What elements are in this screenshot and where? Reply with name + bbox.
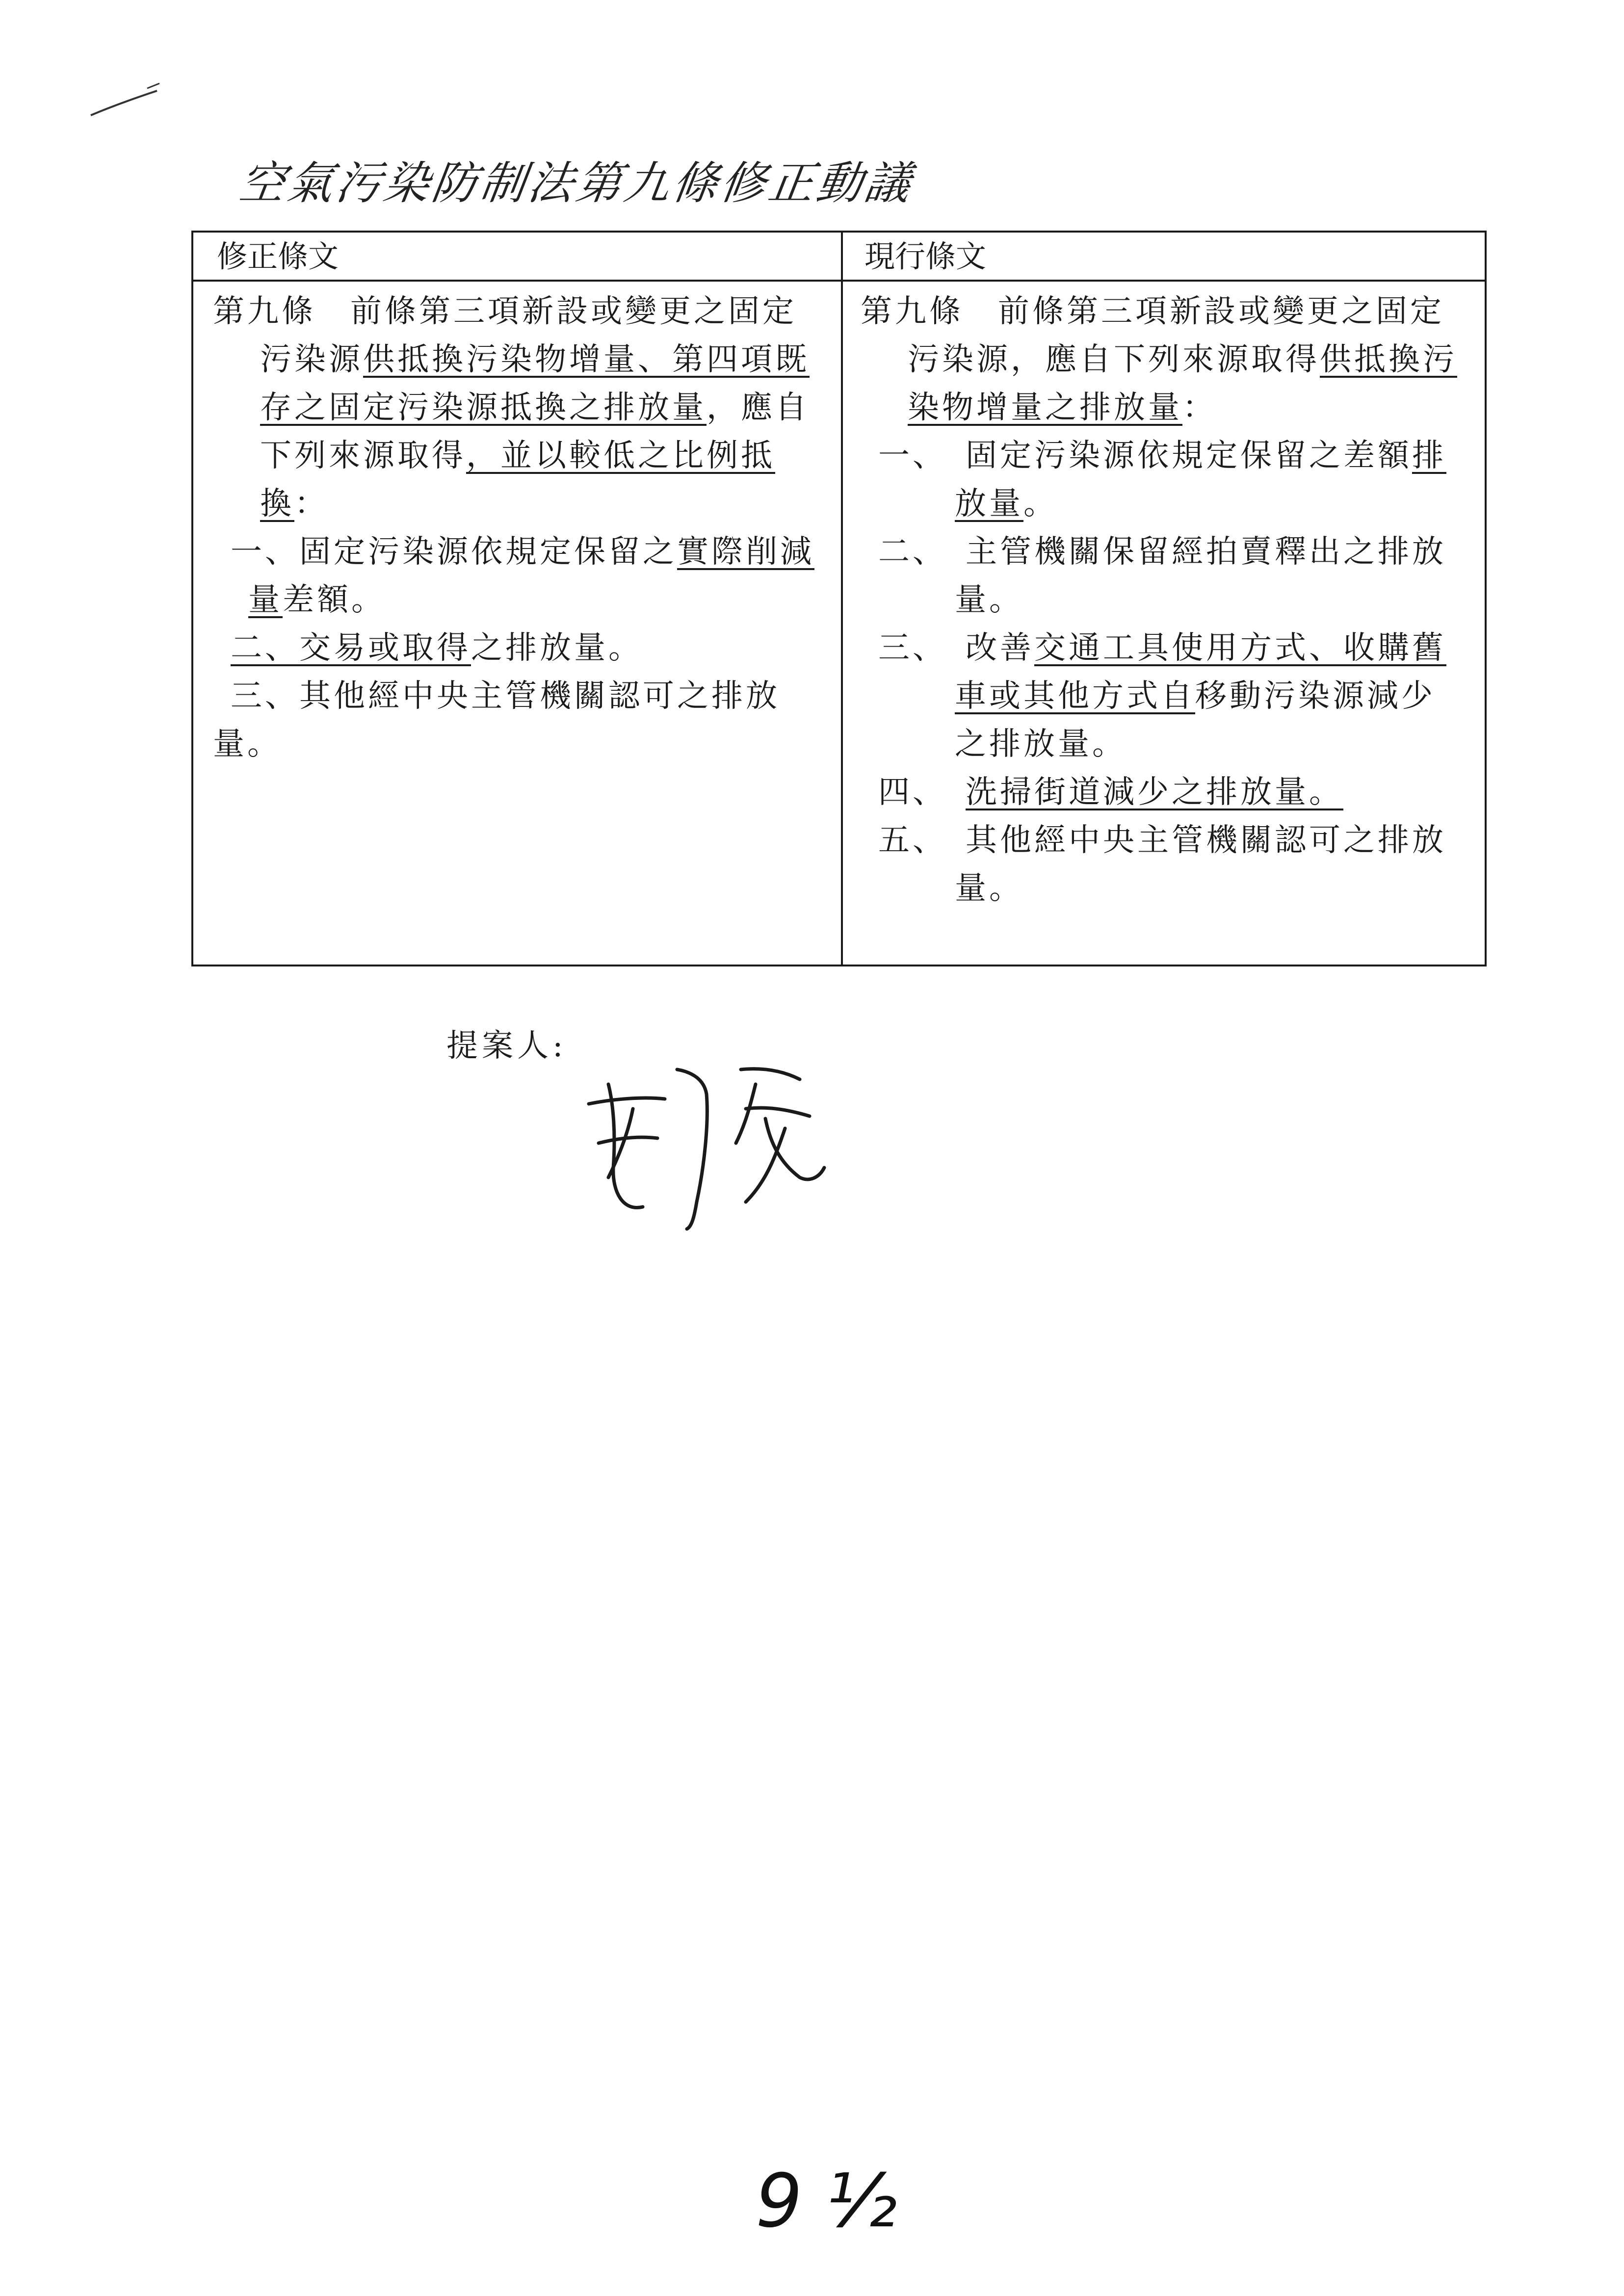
current-underlined-phrase: 供抵換污染物增量之排放量 xyxy=(908,341,1457,426)
comparison-table xyxy=(191,231,1487,966)
column-divider xyxy=(841,233,843,965)
document-title: 空氣污染防制法第九條修正動議 xyxy=(236,157,917,209)
current-article-intro: 第九條 前條第三項新設或變更之固定污染源，應自下列來源取得供抵換污染物增量之排放量： xyxy=(861,293,1457,426)
proposer-label: 提案人: xyxy=(446,1028,567,1064)
current-item-2: 二、 主管機關保留經拍賣釋出之排放量。 xyxy=(878,534,1446,618)
header-amended-text: 修正條文 xyxy=(217,238,339,274)
amended-item-3: 三、其他經中央主管機關認可之排放量。 xyxy=(213,678,780,762)
amended-item-2: 二、交易或取得之排放量。 xyxy=(231,630,643,666)
current-underlined-phrase: 洗掃街道減少之排放量。 xyxy=(966,774,1343,810)
amended-underlined-phrase: 二、交易或取得 xyxy=(231,630,471,666)
amended-item-1: 一、固定污染源依規定保留之實際削減量差額。 xyxy=(231,534,814,618)
current-item-4: 四、 洗掃街道減少之排放量。 xyxy=(878,774,1343,810)
amended-underlined-phrase: 供抵換污染物增量、第四項既存之固定污染源抵換之排放量 xyxy=(260,341,810,426)
amended-text-column xyxy=(213,287,821,768)
current-item-3: 三、 改善交通工具使用方式、收購舊車或其他方式自移動污染源減少之排放量。 xyxy=(878,630,1446,762)
amended-article-intro: 第九條 前條第三項新設或變更之固定污染源供抵換污染物增量、第四項既存之固定污染源抵換之排放量，應自下列來源取得，並以較低之比例抵換： xyxy=(213,293,810,522)
page-number: 9 ½ xyxy=(756,2159,897,2244)
current-item-5: 五、 其他經中央主管機關認可之排放量。 xyxy=(878,822,1446,907)
proposer-signature xyxy=(579,1050,854,1246)
current-underlined-phrase: 交通工具使用方式、收購舊車或其他方式自 xyxy=(955,630,1446,714)
stray-pen-mark xyxy=(88,78,162,123)
amended-underlined-phrase: ，並以較低之比例抵換 xyxy=(260,438,775,522)
header-divider xyxy=(193,280,1485,282)
current-underlined-phrase: 排放量 xyxy=(955,438,1446,522)
current-item-1: 一、 固定污染源依規定保留之差額排放量。 xyxy=(878,438,1446,522)
current-text-column xyxy=(861,287,1469,913)
header-current-text: 現行條文 xyxy=(864,238,987,274)
amended-underlined-phrase: 實際削減量 xyxy=(248,534,814,618)
